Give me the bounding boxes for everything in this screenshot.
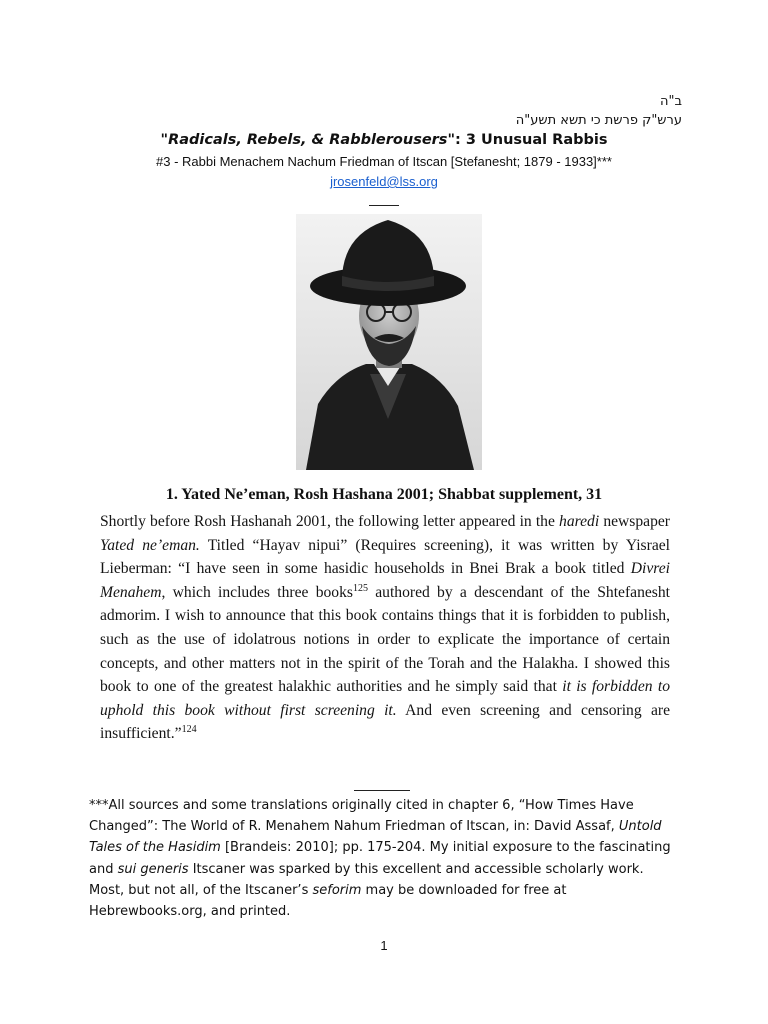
quote-footnote-ref: 124: [181, 724, 197, 736]
source-quote: [100, 510, 670, 746]
separator-top: [369, 205, 399, 206]
quote-italic: it is forbidden to uphold this book without first screening it.: [100, 678, 671, 719]
email-row: [0, 174, 768, 189]
email-link[interactable]: jrosenfeld@lss.org: [330, 174, 438, 189]
quote-text: authored by a descendant of the Shtefanesht admorim. I wish to announce that this book contains things that it is forbidden to publish, such as the use of idolatrous notions in order to explicate the importance of certain concepts, and other matters not in the spirit of the Torah and the Halakha. I showed this book to one of the greatest halakhic authorities and he simply said that: [100, 583, 670, 696]
title-quoted: "Radicals, Rebels, & Rabblerousers": [160, 132, 455, 148]
footnote-text: [Brandeis: 2010]; pp. 175-204. My initial exposure to the fascinating and: [89, 840, 671, 877]
page-subtitle: #3 - Rabbi Menachem Nachum Friedman of Itscan [Stefanesht; 1879 - 1933]***: [156, 154, 612, 169]
portrait-illustration: [296, 214, 482, 470]
quote-italic: haredi: [559, 513, 600, 530]
footnote-text: ***All sources and some translations originally cited in chapter 6, “How Times Have Changed”: The World of R. Menahem Nahum Friedman of Itscan, in: David Assaf,: [89, 798, 634, 835]
quote-italic: Divrei Menahem: [100, 560, 670, 601]
page-number: 1: [380, 938, 388, 953]
footnote-italic: seforim: [312, 882, 362, 898]
quote-text: Titled “Hayav nipui” (Requires screening), it was written by Yisrael Lieberman: “I have seen in some hasidic households in Bnei Brak a book titled: [100, 536, 670, 578]
header-parsha: ערש"ק פרשת כי תשא תשע"ה: [515, 113, 682, 128]
quote-text: Shortly before Rosh Hashanah 2001, the following letter appeared in the: [100, 513, 560, 530]
footnote-text: may be downloaded for free at Hebrewbooks.org, and printed.: [89, 882, 567, 920]
footnote-italic: Untold Tales of the Hasidim: [89, 819, 662, 856]
quote-italic: Yated ne’eman.: [100, 536, 200, 554]
header-bh: ב"ה: [660, 94, 682, 109]
title-rest: : 3 Unusual Rabbis: [455, 132, 608, 148]
portrait-photo: [296, 214, 482, 470]
quote-text: , which includes three books: [161, 583, 353, 601]
footnote-text: Itscaner was sparked by this excellent and accessible scholarly work. Most, but not all, of the Itscaner’s: [89, 861, 644, 898]
source-heading: 1. Yated Ne’eman, Rosh Hashana 2001; Shabbat supplement, 31: [165, 486, 603, 503]
footnote: [89, 795, 679, 922]
quote-footnote-ref: 125: [352, 582, 368, 594]
footnote-separator: [354, 790, 410, 791]
quote-text: And even screening and censoring are insufficient.”: [100, 701, 670, 743]
footnote-italic: sui generis: [117, 861, 189, 877]
page-title: [0, 132, 768, 148]
quote-text: newspaper: [599, 513, 671, 530]
